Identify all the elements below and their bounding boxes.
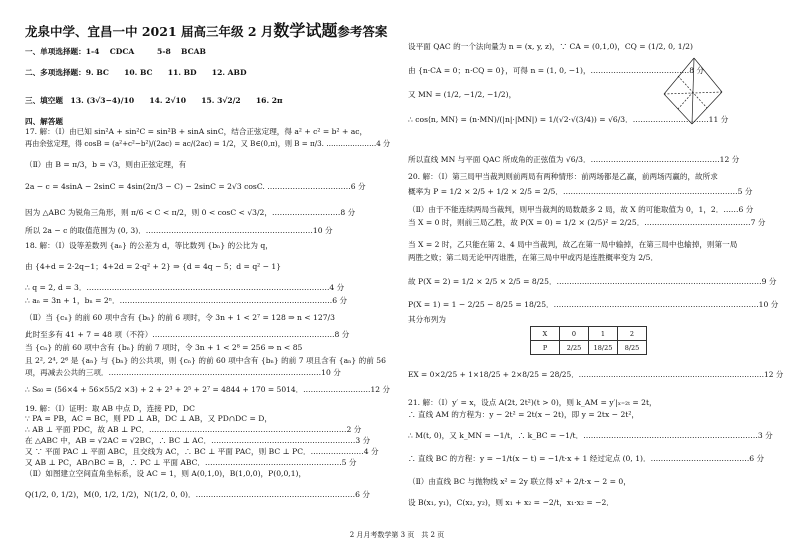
left-line: 当 {cₙ} 的前 60 项中含有 {bₙ} 的前 7 项时，令 3n + 1 < 2⁸ = 256 ⇒ n < 85: [25, 343, 303, 352]
table-cell: 18/25: [589, 341, 618, 355]
right-line: 当 X = 2 时，乙只能在第 2、4 局中当裁判，故乙在第一局中输掉，在第三局中也输掉，则第一局: [408, 240, 738, 249]
right-line: 所以直线 MN 与平面 QAC 所成角的正弦值为 √6/3．……………………………………………12 分: [408, 155, 740, 164]
title-prefix: 龙泉中学、宜昌一中 2021 届高三年级 2 月: [25, 24, 274, 39]
right-line: 21. 解：（Ⅰ）y′ = x，设点 A(2t, 2t²)(t > 0)，则 k_AM = y′|ₓ₌₂ₜ = 2t，: [408, 398, 657, 407]
right-line: 两胜之败；第二局无论甲丙谁胜，在第三局中甲或丙是连胜概率变为 2/5．: [408, 253, 659, 262]
left-line: 2a − c = 4sinA − 2sinC = 4sin(2π/3 − C) − 2sinC = 2√3 cosC. ……………………………6 分: [25, 182, 366, 191]
left-line: 所以 2a − c 的取值范围为 (0, 3)．…………………………………………………………10 分: [25, 226, 333, 235]
table-cell: P: [531, 341, 560, 355]
distribution-table: [530, 326, 647, 355]
left-line: 由 {4+d = 2·2q−1；4+2d = 2·q² + 2} ⇒ {d = 4q − 5；d = q² − 1}: [25, 262, 282, 271]
left-line: 又 AB ⊥ PC，AB∩BC = B，∴ PC ⊥ 平面 ABC．………………………………………………5 分: [25, 458, 357, 467]
left-line: ∴ AB ⊥ 平面 PDC，故 AB ⊥ PC．……………………………………………………………………2 分: [25, 425, 362, 434]
left-line: （Ⅱ）如图建立空间直角坐标系，设 AC = 1，则 A(0,1,0)，B(1,0,0)，P(0,0,1)，: [25, 469, 307, 478]
right-line: 又 MN = (1/2, −1/2, −1/2)，: [408, 90, 517, 99]
distribution-prob-row: [531, 341, 647, 355]
right-line: ∴ 直线 BC 的方程：y = −1/t(x − t) = −1/t·x + 1 经过定点 (0, 1)．…………………………………6 分: [408, 454, 765, 463]
right-line: 故 P(X = 2) = 1/2 × 2/5 × 2/5 = 8/25．………………………………………………………………………9 分: [408, 277, 777, 286]
left-line: 此时至多有 41 + 7 = 48 项（不符）………………………………………………………………8 分: [25, 330, 350, 339]
right-line: P(X = 1) = 1 − 2/25 − 8/25 = 18/25．………………………………………………………………………10 分: [408, 300, 779, 309]
table-cell: 1: [589, 327, 618, 341]
right-line: ∴ 直线 AM 的方程为：y − 2t² = 2t(x − 2t)，即 y = 2tx − 2t²，: [408, 410, 639, 419]
left-line: （Ⅱ）由 B = π/3，b = √3，则由正弦定理，有: [25, 160, 187, 169]
document-title: [25, 18, 387, 41]
left-line: 在 △ABC 中，AB = √2AC = √2BC，∴ BC ⊥ AC．…………………………………………………3 分: [25, 436, 371, 445]
title-emphasis: 数学试题: [273, 21, 338, 40]
right-line: 设平面 QAC 的一个法向量为 n = (x, y, z)，∵ CA = (0,1,0)，CQ = (1/2, 0, 1/2): [408, 42, 693, 51]
right-line: 当 X = 0 时，则前三局乙胜，故 P(X = 0) = 1/2 × (2/5)² = 2/25．……………………………………7 分: [408, 218, 766, 227]
left-line: 因为 △ABC 为锐角三角形，则 π/6 < C < π/2，则 0 < cosC < √3/2，………………………8 分: [25, 208, 356, 217]
left-line: 一、单项选择题：1-4 CDCA 5-8 BCAB: [25, 47, 206, 56]
right-line: 20. 解：（Ⅰ）第三局甲当裁判则前两局有两种情形：前两场都是乙赢，前两场丙赢的，故所求: [408, 172, 718, 181]
left-line: 二、多项选择题：9. BC 10. BC 11. BD 12. ABD: [25, 68, 247, 77]
left-line: 又 ∵ 平面 PAC ⊥ 平面 ABC，且交线为 AC，∴ BC ⊥ 平面 PAC，则 BC ⊥ PC．…………………4 分: [25, 447, 379, 456]
left-line: 且 2², 2⁴, 2⁶ 是 {aₙ} 与 {bₙ} 的公共项，则 {cₙ} 的前 60 项中含有 {bₙ} 的前 7 项且含有 {aₙ} 的前 56: [25, 356, 386, 365]
left-line: 项，再减去公共的三项．…………………………………………………………………………10 分: [25, 368, 341, 377]
table-cell: 2/25: [560, 341, 589, 355]
table-cell: X: [531, 327, 560, 341]
left-line: Q(1/2, 0, 1/2)，M(0, 1/2, 1/2)，N(1/2, 0, 0)．………………………………………………………6 分: [25, 490, 370, 499]
right-line: 其分布列为: [408, 315, 446, 324]
left-line: 17. 解：（Ⅰ）由已知 sin²A + sin²C = sin²B + sinA sinC，结合正弦定理，得 a² + c² = b² + ac，: [25, 127, 368, 136]
right-line: 由 {n·CA = 0；n·CQ = 0}，可得 n = (1, 0, −1)，…………………………………8 分: [408, 66, 705, 75]
right-line: EX = 0×2/25 + 1×18/25 + 2×8/25 = 28/25．…………………………………………………………………12 分: [408, 370, 784, 379]
distribution-header-row: [531, 327, 647, 341]
right-line: 设 B(x₁, y₁)，C(x₂, y₂)，则 x₁ + x₂ = −2/t，x₁·x₂ = −2．: [408, 498, 614, 507]
page-footer: 2 月月考数学第 3 页 共 2 页: [349, 531, 445, 539]
left-line: （Ⅱ）当 {cₙ} 的前 60 项中含有 {bₙ} 的前 6 项时，令 3n + 1 < 2⁷ = 128 ⇒ n < 127/3: [25, 313, 335, 322]
left-line: 再由余弦定理，得 cosB = (a²+c²−b²)/(2ac) = ac/(2ac) = 1/2，又 B∈(0,π)，则 B = π/3. …………………4 分: [25, 139, 391, 148]
tetrahedron-figure: [658, 52, 728, 132]
left-line: ∵ PA = PB，AC = BC，则 PD ⊥ AB，DC ⊥ AB，又 PD∩DC = D，: [25, 414, 272, 423]
table-cell: 2: [618, 327, 647, 341]
left-line: 19. 解：（Ⅰ）证明：取 AB 中点 D，连接 PD，DC: [25, 404, 195, 413]
right-line: ∴ cos⟨n, MN⟩ = (n·MN)/(|n|·|MN|) = 1/(√2·√(3/4)) = √6/3．…………………………11 分: [408, 115, 729, 124]
table-cell: 0: [560, 327, 589, 341]
title-suffix: 参考答案: [337, 24, 388, 39]
left-line: 三、填空题 13. (3√3−4)/10 14. 2√10 15. 3√2/2 16. 2π: [25, 96, 283, 105]
table-cell: 8/25: [618, 341, 647, 355]
right-line: ∴ M(t, 0)，又 k_MN = −1/t，∴ k_BC = −1/t．……………………………………………………………3 分: [408, 431, 773, 440]
left-line: 四、解答题: [25, 117, 63, 126]
right-line: （Ⅱ）由于不能连续两局当裁判，则甲当裁判的局数最多 2 局，故 X 的可能取值为 0，1，2．……6 分: [408, 205, 754, 214]
left-line: ∴ q = 2, d = 3．……………………………………………………………………………………4 分: [25, 283, 345, 292]
left-line: ∴ aₙ = 3n + 1，bₙ = 2ⁿ．…………………………………………………………………………6 分: [25, 296, 348, 305]
left-line: 18. 解：（Ⅰ）设等差数列 {aₙ} 的公差为 d，等比数列 {bₙ} 的公比为 q，: [25, 241, 273, 250]
left-line: ∴ S₆₀ = (56×4 + 56×55/2 ×3) + 2 + 2³ + 2⁵ + 2⁷ = 4844 + 170 = 5014．………………………12 分: [25, 385, 390, 394]
right-line: 概率为 P = 1/2 × 2/5 + 1/2 × 2/5 = 2/5．……………………………………………………………5 分: [408, 187, 753, 196]
right-line: （Ⅱ）由直线 BC 与抛物线 x² = 2y 联立得 x² + 2/t·x − 2 = 0，: [408, 477, 631, 486]
